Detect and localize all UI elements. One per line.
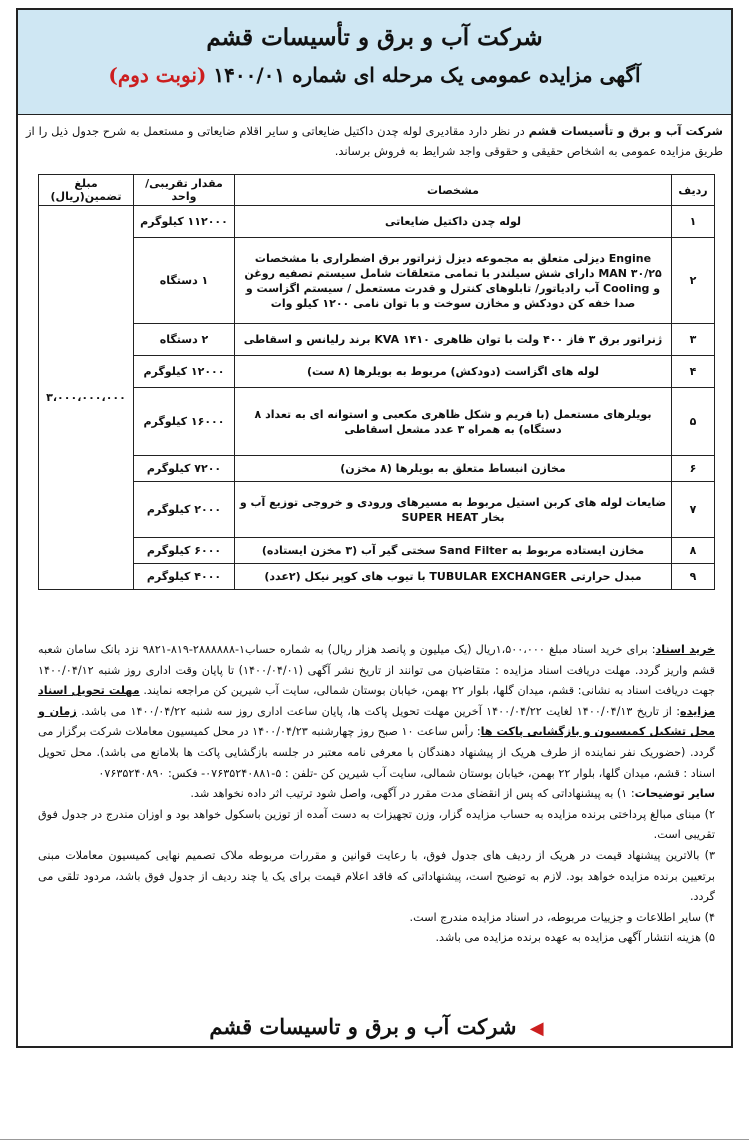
table-header-row xyxy=(39,175,715,206)
row-index: ۵ xyxy=(672,388,715,456)
row-index: ۶ xyxy=(672,456,715,482)
row-qty: ۴۰۰۰ کیلوگرم xyxy=(134,564,235,590)
note-item: سایر توضیحات: ۱) به پیشنهاداتی که پس از انقضای مدت مقرر در آگهی، واصل شود ترتیب اثر داده نخواهد شد. xyxy=(190,787,715,801)
row-index: ۴ xyxy=(672,356,715,388)
details-section xyxy=(38,640,715,949)
note-item: ۲) مبنای مبالغ پرداختی برنده مزایده به حساب مزایده گزار، وزن تجهیزات به دست آمده از توزین باسکول خواهد بود و اوزان مندرج در جدول فوق تقریبی است. xyxy=(38,807,715,842)
delivery-label: مهلت تحویل اسناد مزایده xyxy=(38,684,716,718)
row-qty: ۱ دستگاه xyxy=(134,238,235,324)
intro-text: در نظر دارد مقادیری لوله چدن داکتیل ضایعاتی و سایر اقلام ضایعاتی و مستعمل به شرح جدول ذیل را از طریق مزایده عمومی به اشخاص حقیقی و حقوقی واجد شرایط به فروش برساند. xyxy=(26,124,723,158)
table-row xyxy=(39,324,715,356)
row-spec: ژنراتور برق ۳ فاز ۴۰۰ ولت با توان ظاهری ۱۴۱۰ KVA برند رلیانس و اسقاطی xyxy=(235,324,672,356)
delivery-text: : از تاریخ ۱۴۰۰/۰۴/۱۳ لغایت ۱۴۰۰/۰۴/۲۲ آخرین مهلت تحویل پاکت ها، پایان ساعت اداری روز سه شنبه ۱۴۰۰/۰۴/۲۲ می باشد. xyxy=(81,704,681,718)
table-row xyxy=(39,356,715,388)
row-index: ۲ xyxy=(672,238,715,324)
bottom-rule xyxy=(0,1139,749,1140)
session-label: زمان و محل تشکیل کمیسیون و بازگشایی پاکت ها xyxy=(38,704,715,739)
row-spec: لوله های اگزاست (دودکش) مربوط به بویلرها (۸ ست) xyxy=(235,356,672,388)
row-index: ۳ xyxy=(672,324,715,356)
header-guarantee: مبلغ تضمین(ریال) xyxy=(39,175,134,206)
table-row xyxy=(39,564,715,590)
row-spec: مخازن ایستاده مربوط به Sand Filter سختی گیر آب (۳ مخزن ایستاده) xyxy=(235,538,672,564)
header-spec: مشخصات xyxy=(235,175,672,206)
row-spec: Engine دیزلی متعلق به مجموعه دیزل ژنراتور برق اضطراری با مشخصات MAN ۳۰/۲۵ دارای شش سیلندر با تمامی متعلقات شامل سیستم تصفیه روغن و Cooling آب رادیاتور/ تابلوهای کنترل و قدرت مستعمل / سیستم اگزاست و صدا خفه کن دودکش و مخازن سوخت و با توان نامی ۱۲۰۰ کیلو وات xyxy=(235,238,672,324)
row-qty: ۶۰۰۰ کیلوگرم xyxy=(134,538,235,564)
table-row xyxy=(39,456,715,482)
row-qty: ۱۲۰۰۰ کیلوگرم xyxy=(134,356,235,388)
note-item: ۴) سایر اطلاعات و جزییات مربوطه، در اسناد مزایده مندرج است. xyxy=(409,910,715,924)
table-row xyxy=(39,482,715,538)
session-text: : رأس ساعت ۱۰ صبح روز چهارشنبه ۱۴۰۰/۰۴/۲۳ در محل کمیسیون معاملات شرکت برگزار می گردد. (حضوریک نفر نماینده از طرف هریک از پیشنهاد دهندگان با معرفی نامه معتبر در جلسه بازگشایی پاکت ها بلامانع می باشد). محل تحویل اسناد : قشم، میدان گلها، بلوار ۲۲ بهمن، خیابان بوستان شمالی، سایت آب شیرین کن -تلفن : ۵-۰۷۶۳۵۲۴۰۸۸۱- فکس: ۰۷۶۳۵۲۴۰۸۹۰ xyxy=(38,725,715,780)
intro-company: شرکت آب و برق و تأسیسات قشم xyxy=(528,124,723,138)
purchase-paragraph xyxy=(38,640,715,784)
row-qty: ۱۶۰۰۰ کیلوگرم xyxy=(134,388,235,456)
purchase-label: خرید اسناد xyxy=(655,643,715,656)
row-index: ۸ xyxy=(672,538,715,564)
table-row xyxy=(39,206,715,238)
row-index: ۹ xyxy=(672,564,715,590)
intro-paragraph xyxy=(18,115,731,161)
other-label: سایر توضیحات xyxy=(634,787,715,801)
footer-signature xyxy=(18,1014,735,1039)
notes-list xyxy=(38,784,715,949)
notice-title xyxy=(18,63,731,87)
row-qty: ۱۱۲۰۰۰ کیلوگرم xyxy=(134,206,235,238)
note-item: ۵) هزینه انتشار آگهی مزایده به عهده برنده مزایده می باشد. xyxy=(435,931,715,945)
row-spec: مخازن انبساط متعلق به بویلرها (۸ مخزن) xyxy=(235,456,672,482)
footer-company: شرکت آب و برق و تاسیسات قشم xyxy=(209,1014,517,1039)
header-qty: مقدار تقریبی/ واحد xyxy=(134,175,235,206)
notice-number: آگهی مزایده عمومی یک مرحله ای شماره ۱۴۰۰/۰۱ xyxy=(213,63,641,87)
items-table xyxy=(38,174,715,590)
row-qty: ۲۰۰۰ کیلوگرم xyxy=(134,482,235,538)
triangle-icon: ◀ xyxy=(529,1018,544,1039)
row-qty: ۲ دستگاه xyxy=(134,324,235,356)
row-spec: ضایعات لوله های کربن استیل مربوط به مسیرهای ورودی و خروجی توزیع آب و بخار SUPER HEAT xyxy=(235,482,672,538)
note-item: ۳) بالاترین پیشنهاد قیمت در هریک از ردیف های جدول فوق، با رعایت قوانین و مقررات مربوطه ملاک تصمیم نهایی کمیسیون معاملات مبنی برتعیین برنده مزایده خواهد بود. لازم به توضیح است، پیشنهاداتی که فاقد اعلام قیمت برای یک یا چند ردیف از جدول فوق باشد، مردود تلقی می گردد. xyxy=(38,848,715,904)
table-row xyxy=(39,388,715,456)
row-index: ۱ xyxy=(672,206,715,238)
table-row xyxy=(39,238,715,324)
row-index: ۷ xyxy=(672,482,715,538)
notice-frame xyxy=(16,8,733,1048)
row-spec: لوله چدن داکتیل ضایعاتی xyxy=(235,206,672,238)
row-spec: مبدل حرارتی TUBULAR EXCHANGER با تیوب های کوپر نیکل (۲عدد) xyxy=(235,564,672,590)
company-title: شرکت آب و برق و تأسیسات قشم xyxy=(206,24,543,51)
round-label: (نوبت دوم) xyxy=(108,63,207,87)
row-spec: بویلرهای مستعمل (با فریم و شکل ظاهری مکعبی و استوانه ای به تعداد ۸ دستگاه) به همراه ۳ عدد مشعل اسقاطی xyxy=(235,388,672,456)
header-row-number: ردیف xyxy=(672,175,715,206)
notice-header xyxy=(18,10,731,115)
table-row xyxy=(39,538,715,564)
guarantee-amount: ۳،۰۰۰،۰۰۰،۰۰۰ xyxy=(39,206,134,590)
purchase-text: : برای خرید اسناد مبلغ ۱،۵۰۰،۰۰۰ریال (یک میلیون و پانصد هزار ریال) به شماره حساب۱-۲۸۸۸۸۸۸-۸۱۹-۹۸۲۱ نزد بانک سامان شعبه قشم واریز گردد. مهلت دریافت اسناد مزایده : متقاضیان می توانند از تاریخ نشر آگهی (۱۴۰۰/۰۴/۰۱) تا پایان وقت اداری روز شنبه ۱۴۰۰/۰۴/۱۲ جهت دریافت اسناد به نشانی: قشم، میدان گلها، بلوار ۲۲ بهمن، خیابان بوستان شمالی، سایت آب شیرین کن مراجعه نمایند. xyxy=(38,643,716,698)
row-qty: ۷۲۰۰ کیلوگرم xyxy=(134,456,235,482)
